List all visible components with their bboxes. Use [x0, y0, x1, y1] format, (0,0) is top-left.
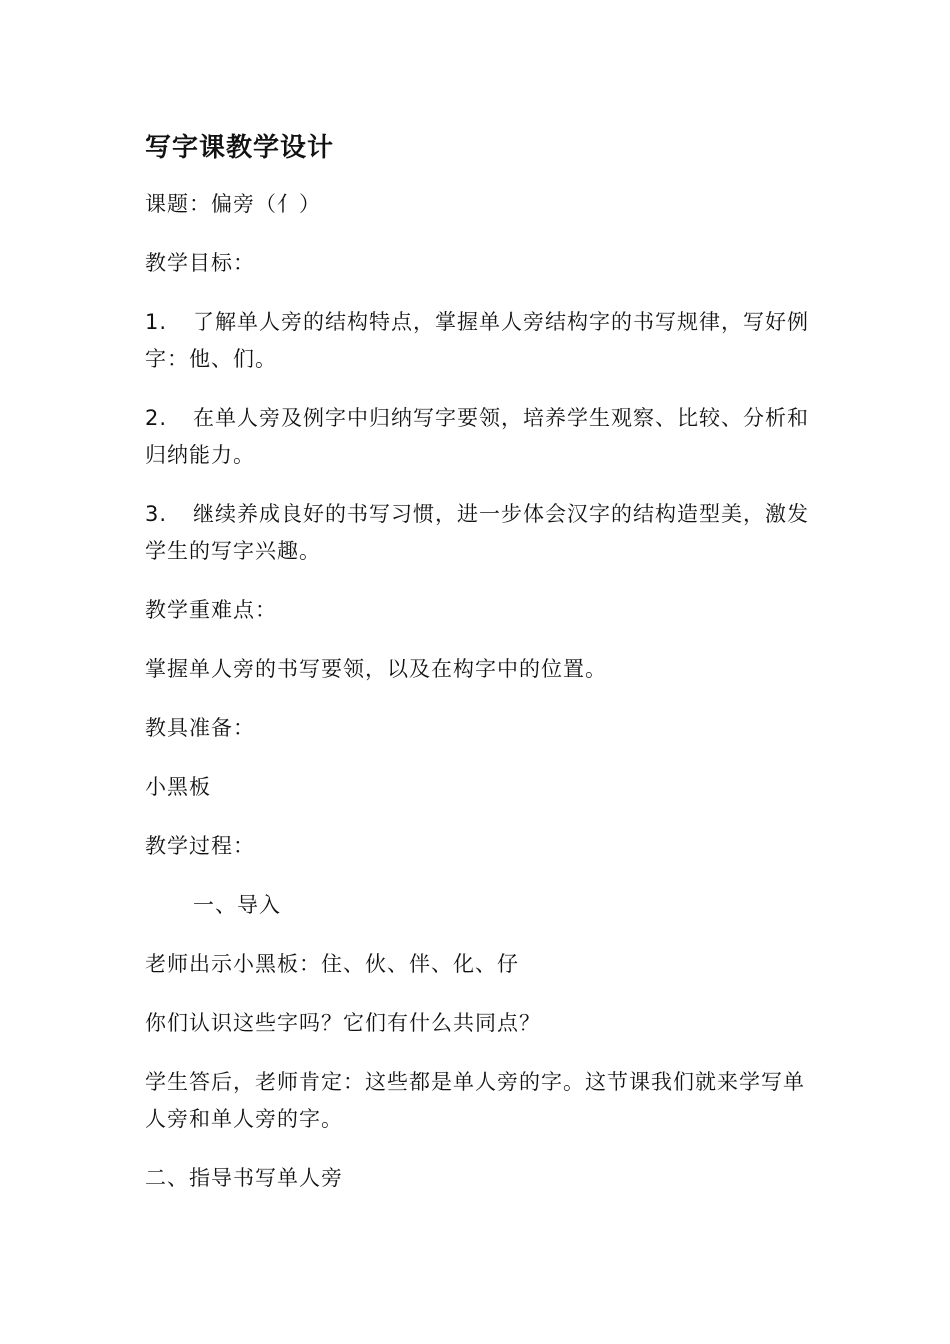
step1-paragraph: 学生答后，老师肯定：这些都是单人旁的字。这节课我们就来学写单人旁和单人旁的字。	[145, 1070, 805, 1131]
objective-item	[145, 304, 815, 378]
process-heading: 教学过程：	[145, 834, 255, 858]
step1-heading: 一、导入	[193, 893, 281, 917]
objective-number: 3.	[145, 502, 168, 526]
step2-heading: 二、指导书写单人旁	[145, 1166, 343, 1190]
objective-number: 1.	[145, 310, 168, 334]
objective-item	[145, 400, 815, 474]
step1-paragraph: 你们认识这些字吗？它们有什么共同点？	[145, 1011, 541, 1035]
objective-text: 了解单人旁的结构特点，掌握单人旁结构字的书写规律，写好例字：他、们。	[145, 310, 809, 371]
key-points-text: 掌握单人旁的书写要领，以及在构字中的位置。	[145, 657, 607, 681]
objective-number: 2.	[145, 406, 168, 430]
document-body	[145, 128, 815, 1219]
step1-paragraph: 老师出示小黑板：住、伙、伴、化、仔	[145, 952, 519, 976]
tools-heading: 教具准备：	[145, 716, 255, 740]
document-title: 写字课教学设计	[145, 133, 335, 163]
tools-text: 小黑板	[145, 775, 211, 799]
objective-text: 继续养成良好的书写习惯，进一步体会汉字的结构造型美，激发学生的写字兴趣。	[145, 502, 809, 563]
objective-text: 在单人旁及例字中归纳写字要领，培养学生观察、比较、分析和归纳能力。	[145, 406, 809, 467]
objectives-heading: 教学目标：	[145, 251, 255, 275]
objective-item	[145, 496, 815, 570]
lesson-subject: 课题：偏旁（亻）	[145, 192, 321, 216]
key-points-heading: 教学重难点：	[145, 598, 277, 622]
